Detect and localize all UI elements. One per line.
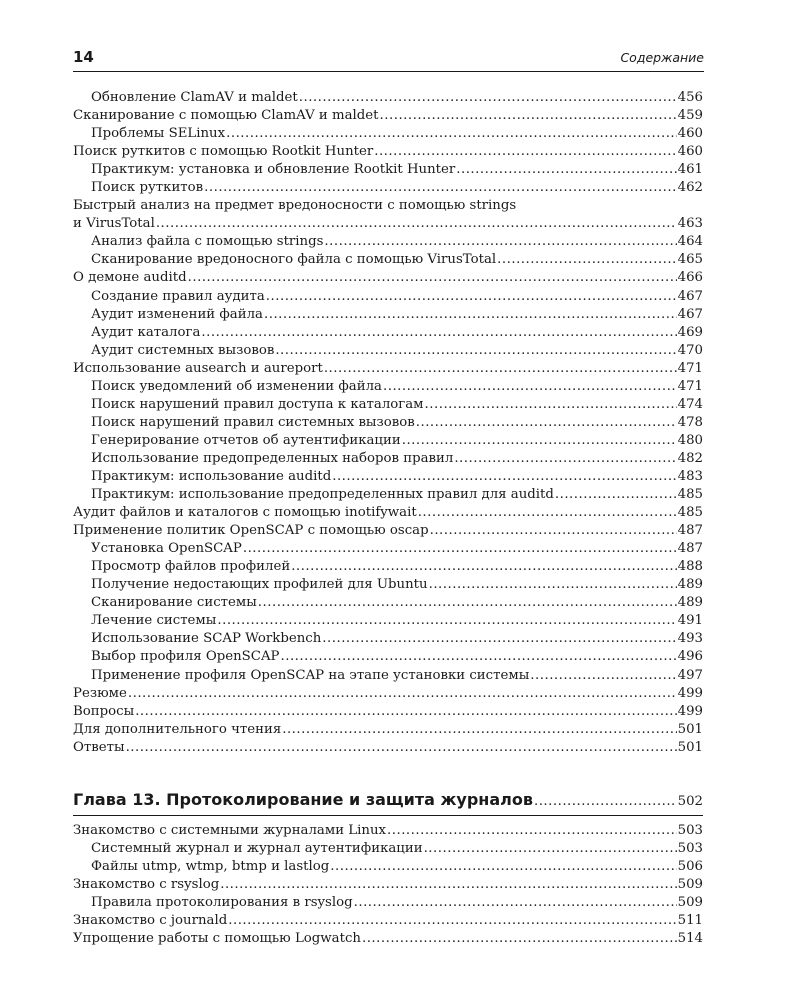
toc-entry-page: 460 [677, 144, 703, 160]
toc-entry[interactable] [73, 161, 703, 179]
toc-entry[interactable] [73, 360, 703, 378]
toc-entry[interactable] [73, 143, 703, 161]
toc-entry-title: Выбор профиля OpenSCAP [91, 649, 280, 665]
toc-entry-page: 478 [677, 414, 703, 430]
toc-entry-page: 459 [677, 108, 703, 124]
leader-dots [330, 858, 676, 876]
leader-dots [243, 540, 677, 558]
toc-entry-title: Получение недостающих профилей для Ubuntu [91, 577, 428, 593]
leader-dots [156, 215, 677, 233]
leader-dots [299, 89, 677, 107]
leader-dots [530, 667, 676, 685]
leader-dots [418, 504, 677, 522]
toc-entry[interactable] [73, 107, 703, 125]
toc-entry-title: Системный журнал и журнал аутентификации [91, 840, 423, 856]
toc-entry[interactable] [73, 125, 703, 143]
leader-dots [425, 396, 677, 414]
chapter-gap [73, 757, 703, 789]
toc-entry-page: 506 [677, 858, 703, 874]
leader-dots [362, 930, 677, 948]
leader-dots [188, 269, 677, 287]
leader-dots [220, 876, 676, 894]
leader-dots [354, 894, 677, 912]
toc-entry[interactable] [73, 179, 703, 197]
page-header [73, 46, 704, 70]
toc-list-chapter [73, 822, 703, 948]
toc-entry-page: 485 [677, 505, 703, 521]
toc-entry-title: Вопросы [73, 703, 135, 719]
leader-dots [126, 739, 677, 757]
leader-dots [258, 594, 677, 612]
toc-entry[interactable] [73, 378, 703, 396]
toc-entry-title: Использование ausearch и aureport [73, 360, 323, 376]
toc-entry-page: 489 [677, 595, 703, 611]
header-rule [73, 71, 704, 72]
toc-entry[interactable] [73, 576, 703, 594]
toc-entry-page: 514 [677, 931, 703, 947]
toc-entry[interactable] [73, 858, 703, 876]
toc-entry-page: 469 [677, 324, 703, 340]
toc-entry-title: Упрощение работы с помощью Logwatch [73, 931, 361, 947]
toc-entry[interactable] [73, 414, 703, 432]
toc-entry[interactable] [73, 912, 703, 930]
toc-entry-title: Аудит системных вызовов [91, 342, 275, 358]
toc-entry-page: 491 [677, 613, 703, 629]
toc-entry-title: Файлы utmp, wtmp, btmp и lastlog [91, 858, 330, 874]
toc-entry[interactable] [73, 630, 703, 648]
toc-entry-page: 467 [677, 306, 703, 322]
leader-dots [380, 107, 677, 125]
running-title: Содержание [620, 50, 704, 65]
toc-entry-page: 483 [677, 468, 703, 484]
chapter-heading[interactable] [73, 789, 703, 811]
toc-entry-title: Лечение системы [91, 613, 217, 629]
toc-entry-title: Проблемы SELinux [91, 126, 226, 142]
toc-entry[interactable] [73, 432, 703, 450]
toc-entry-page: 511 [677, 912, 703, 928]
toc-entry-page: 471 [677, 360, 703, 376]
toc-entry-page: 509 [677, 894, 703, 910]
toc-entry[interactable] [73, 840, 703, 858]
toc-entry-title: Поиск нарушений правил доступа к каталогам [91, 396, 424, 412]
toc-entry[interactable] [73, 739, 703, 757]
toc-entry-title: Сканирование с помощью ClamAV и maldet [73, 108, 379, 124]
toc-entry-page: 465 [677, 252, 703, 268]
leader-dots [383, 378, 677, 396]
toc-entry-title: и VirusTotal [73, 216, 155, 232]
toc-entry[interactable] [73, 930, 703, 948]
toc-entry-title: Поиск нарушений правил системных вызовов [91, 414, 415, 430]
toc-entry[interactable] [73, 822, 703, 840]
toc-entry[interactable] [73, 594, 703, 612]
toc-entry[interactable] [73, 685, 703, 703]
toc-entry-page: 461 [677, 162, 703, 178]
toc-entry-page: 456 [677, 90, 703, 105]
toc-entry-page: 501 [677, 739, 703, 755]
toc-entry[interactable] [73, 522, 703, 540]
toc-entry-title: Использование SCAP Workbench [91, 631, 322, 647]
toc-entry-page: 487 [677, 541, 703, 557]
leader-dots [281, 648, 677, 666]
toc-entry-page: 463 [677, 216, 703, 232]
toc-entry[interactable] [73, 648, 703, 666]
toc-entry[interactable] [73, 486, 703, 504]
toc-entry[interactable] [73, 251, 703, 269]
toc-entry[interactable] [73, 324, 703, 342]
toc-entry-page: 466 [677, 270, 703, 286]
toc-entry-title: Анализ файла с помощью strings [91, 234, 324, 250]
toc-entry-title: Генерирование отчетов об аутентификации [91, 432, 401, 448]
toc-entry-title: Просмотр файлов профилей [91, 559, 291, 575]
toc-entry-title: О демоне auditd [73, 270, 187, 286]
toc-entry-title: Ответы [73, 739, 125, 755]
toc-entry-title: Сканирование вредоносного файла с помощью VirusTotal [91, 252, 497, 268]
leader-dots [226, 125, 676, 143]
toc-entry[interactable] [73, 876, 703, 894]
toc-entry[interactable] [73, 667, 703, 685]
leader-dots [282, 721, 676, 739]
toc-list-part2 [73, 233, 703, 756]
page-number: 14 [73, 48, 94, 66]
toc-entry-page: 467 [677, 288, 703, 304]
leader-dots [374, 143, 676, 161]
toc-entry[interactable] [73, 233, 703, 251]
toc-entry-page: 470 [677, 342, 703, 358]
toc-list-part1 [73, 89, 703, 197]
toc-entry-page: 497 [677, 667, 703, 683]
toc-entry-page: 485 [677, 487, 703, 503]
leader-dots [456, 161, 676, 179]
leader-dots [416, 414, 677, 432]
leader-dots [324, 233, 676, 251]
leader-dots [454, 450, 676, 468]
leader-dots [497, 251, 676, 269]
toc-entry-page: 488 [677, 559, 703, 575]
toc-entry[interactable] [73, 468, 703, 486]
toc-entry-title: Применение профиля OpenSCAP на этапе установки системы [91, 667, 530, 683]
toc-entry[interactable] [73, 450, 703, 468]
leader-dots [332, 468, 676, 486]
toc-entry-title: Для дополнительного чтения [73, 721, 282, 737]
toc-entry-title: Поиск руткитов [91, 180, 204, 196]
chapter-title: Глава 13. Протоколирование и защита журналов [73, 789, 533, 809]
toc-entry-page: 503 [677, 822, 703, 838]
toc-entry-title: Практикум: использование предопределенных правил для auditd [91, 487, 554, 503]
toc-entry[interactable] [73, 342, 703, 360]
chapter-rule [73, 815, 703, 816]
toc-entry-page: 493 [677, 631, 703, 647]
toc-entry-page: 489 [677, 577, 703, 593]
leader-dots [555, 486, 677, 504]
toc-entry-title: Применение политик OpenSCAP с помощью oscap [73, 523, 429, 539]
table-of-contents [73, 89, 703, 948]
leader-dots [128, 685, 677, 703]
toc-entry[interactable] [73, 703, 703, 721]
toc-entry-page: 474 [677, 396, 703, 412]
toc-entry-title: Резюме [73, 685, 127, 701]
toc-entry-title: Знакомство с rsyslog [73, 876, 220, 892]
leader-dots [264, 306, 677, 324]
toc-entry-page: 460 [677, 126, 703, 142]
leader-dots [322, 630, 676, 648]
toc-entry-title: Сканирование системы [91, 595, 257, 611]
toc-entry-title: Аудит файлов и каталогов с помощью inotifywait [73, 505, 417, 521]
toc-entry-page: 480 [677, 432, 703, 448]
toc-entry-page: 496 [677, 649, 703, 665]
toc-entry[interactable] [73, 288, 703, 306]
toc-entry[interactable] [73, 89, 703, 107]
leader-dots [135, 703, 676, 721]
toc-entry-page: 471 [677, 378, 703, 394]
toc-entry-title: Создание правил аудита [91, 288, 265, 304]
toc-entry-title: Практикум: установка и обновление Rootkit Hunter [91, 162, 456, 178]
toc-entry[interactable] [73, 721, 703, 739]
toc-entry-page: 462 [677, 180, 703, 196]
leader-dots [430, 522, 677, 540]
toc-entry[interactable] [73, 894, 703, 912]
toc-entry-title: Установка OpenSCAP [91, 541, 242, 557]
leader-dots [204, 179, 676, 197]
toc-entry[interactable] [73, 504, 703, 522]
toc-entry-page: 509 [677, 876, 703, 892]
leader-dots [429, 576, 677, 594]
toc-entry-page: 487 [677, 523, 703, 539]
leader-dots [201, 324, 676, 342]
leader-dots [266, 288, 677, 306]
leader-dots [291, 558, 676, 576]
toc-entry-page: 464 [677, 234, 703, 250]
toc-entry-wrapped-line1[interactable]: Быстрый анализ на предмет вредоносности с помощью strings [73, 198, 517, 214]
toc-entry-title: Поиск руткитов с помощью Rootkit Hunter [73, 144, 374, 160]
leader-dots [387, 822, 677, 840]
leader-dots [402, 432, 677, 450]
toc-entry-wrapped-line2[interactable] [73, 215, 703, 233]
leader-dots [324, 360, 677, 378]
toc-entry-page: 482 [677, 450, 703, 466]
toc-entry-title: Аудит изменений файла [91, 306, 263, 322]
toc-entry-title: Использование предопределенных наборов правил [91, 450, 454, 466]
toc-entry[interactable] [73, 540, 703, 558]
toc-entry-page: 499 [677, 685, 703, 701]
leader-dots [217, 612, 676, 630]
toc-entry-title: Практикум: использование auditd [91, 468, 332, 484]
toc-entry[interactable] [73, 396, 703, 414]
toc-entry-title: Обновление ClamAV и maldet [91, 90, 298, 105]
toc-entry-page: 501 [677, 721, 703, 737]
leader-dots [424, 840, 677, 858]
leader-dots [228, 912, 676, 930]
toc-entry-title: Знакомство с journald [73, 912, 228, 928]
chapter-page: 502 [677, 793, 703, 809]
toc-entry-title: Правила протоколирования в rsyslog [91, 894, 353, 910]
toc-entry-page: 499 [677, 703, 703, 719]
toc-entry-title: Знакомство с системными журналами Linux [73, 822, 387, 838]
toc-entry[interactable] [73, 269, 703, 287]
toc-entry[interactable] [73, 612, 703, 630]
toc-entry-page: 503 [677, 840, 703, 856]
leader-dots [275, 342, 676, 360]
toc-entry-title: Аудит каталога [91, 324, 201, 340]
leader-dots [534, 791, 677, 813]
toc-entry-title: Поиск уведомлений об изменении файла [91, 378, 382, 394]
toc-entry[interactable] [73, 558, 703, 576]
toc-entry[interactable] [73, 306, 703, 324]
